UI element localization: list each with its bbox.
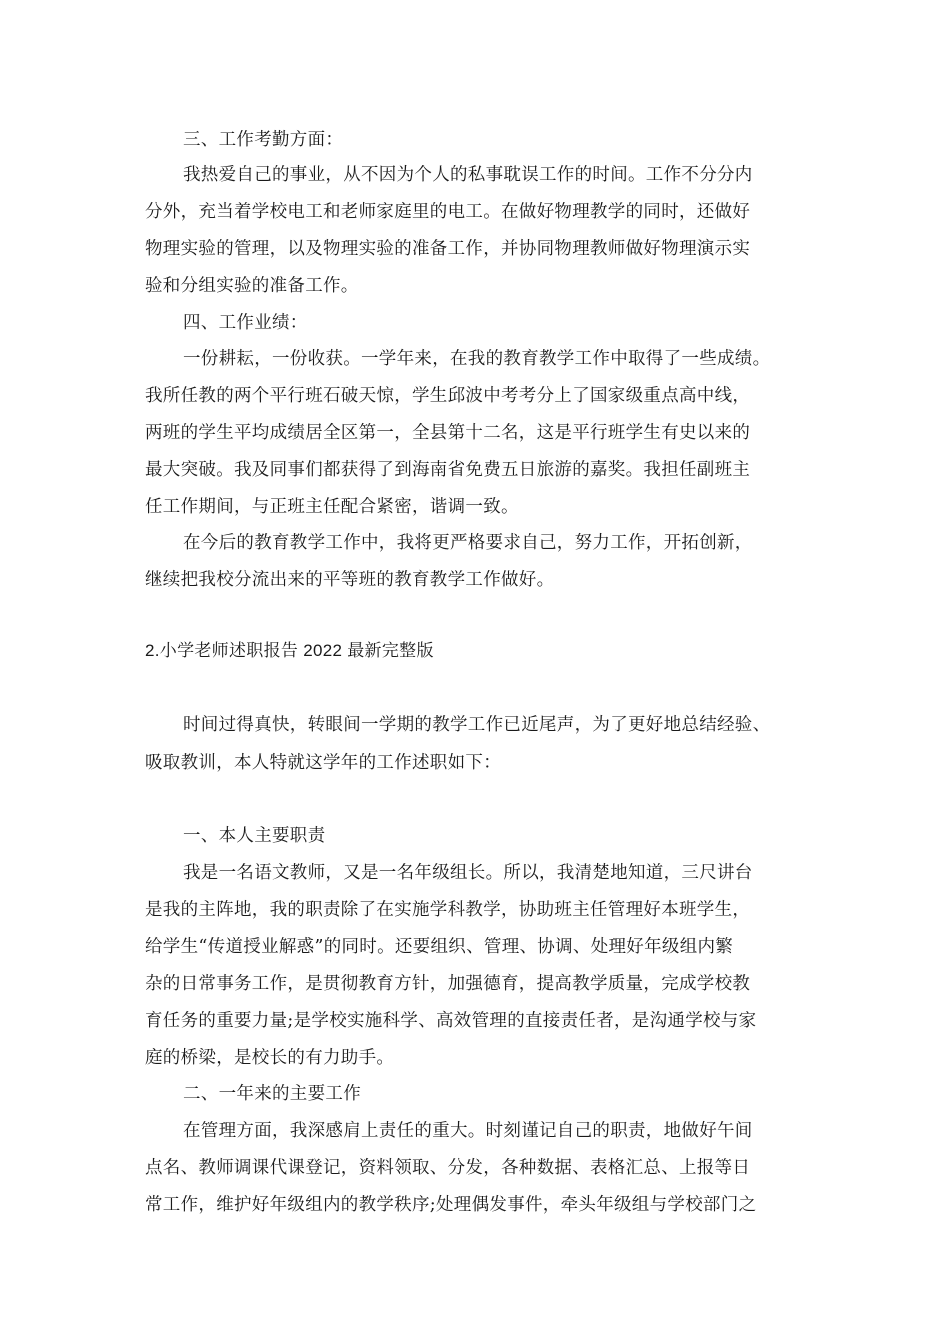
heading-main-work: 二、一年来的主要工作: [183, 1084, 361, 1104]
paragraph-line: 杂的日常事务工作，是贯彻教育方针，加强德育，提高教学质量，完成学校教: [145, 974, 751, 994]
paragraph-line: 继续把我校分流出来的平等班的教育教学工作做好。: [145, 570, 555, 590]
paragraph-line: 点名、教师调课代课登记，资料领取、分发，各种数据、表格汇总、上报等日: [145, 1158, 751, 1178]
paragraph-line: 在管理方面，我深感肩上责任的重大。时刻谨记自己的职责，地做好午间: [183, 1121, 753, 1141]
paragraph-line: 是我的主阵地，我的职责除了在实施学科教学，协助班主任管理好本班学生，: [145, 900, 751, 920]
paragraph-line: 一份耕耘，一份收获。一学年来，在我的教育教学工作中取得了一些成绩。: [183, 349, 771, 369]
article-title: 2.小学老师述职报告 2022 最新完整版: [145, 641, 434, 660]
paragraph-line: 我是一名语文教师，又是一名年级组长。所以，我清楚地知道，三尺讲台: [183, 863, 753, 883]
paragraph-line: 我所任教的两个平行班石破天惊，学生邱波中考考分上了国家级重点高中线，: [145, 386, 751, 406]
paragraph-line: 在今后的教育教学工作中，我将更严格要求自己，努力工作，开拓创新，: [183, 533, 753, 553]
paragraph-line: 常工作，维护好年级组内的教学秩序;处理偶发事件，牵头年级组与学校部门之: [145, 1195, 757, 1215]
paragraph-line: 给学生“传道授业解惑”的同时。还要组织、管理、协调、处理好年级组内繁: [145, 937, 734, 957]
paragraph-line: 验和分组实验的准备工作。: [145, 276, 359, 296]
heading-achievements: 四、工作业绩：: [183, 313, 308, 333]
paragraph-line: 育任务的重要力量;是学校实施科学、高效管理的直接责任者，是沟通学校与家: [145, 1011, 757, 1031]
paragraph-line: 任工作期间，与正班主任配合紧密，谐调一致。: [145, 497, 519, 517]
paragraph-line: 最大突破。我及同事们都获得了到海南省免费五日旅游的嘉奖。我担任副班主: [145, 460, 751, 480]
paragraph-line: 吸取教训，本人特就这学年的工作述职如下：: [145, 753, 501, 773]
paragraph-line: 我热爱自己的事业，从不因为个人的私事耽误工作的时间。工作不分分内: [183, 165, 753, 185]
paragraph-line: 两班的学生平均成绩居全区第一，全县第十二名，这是平行班学生有史以来的: [145, 423, 751, 443]
paragraph-line: 物理实验的管理，以及物理实验的准备工作，并协同物理教师做好物理演示实: [145, 239, 751, 259]
paragraph-line: 分外，充当着学校电工和老师家庭里的电工。在做好物理教学的同时，还做好: [145, 202, 751, 222]
heading-attendance: 三、工作考勤方面：: [183, 130, 344, 150]
paragraph-line: 庭的桥梁，是校长的有力助手。: [145, 1048, 395, 1068]
paragraph-line: 时间过得真快，转眼间一学期的教学工作已近尾声，为了更好地总结经验、: [183, 715, 771, 735]
heading-responsibilities: 一、本人主要职责: [183, 826, 326, 846]
